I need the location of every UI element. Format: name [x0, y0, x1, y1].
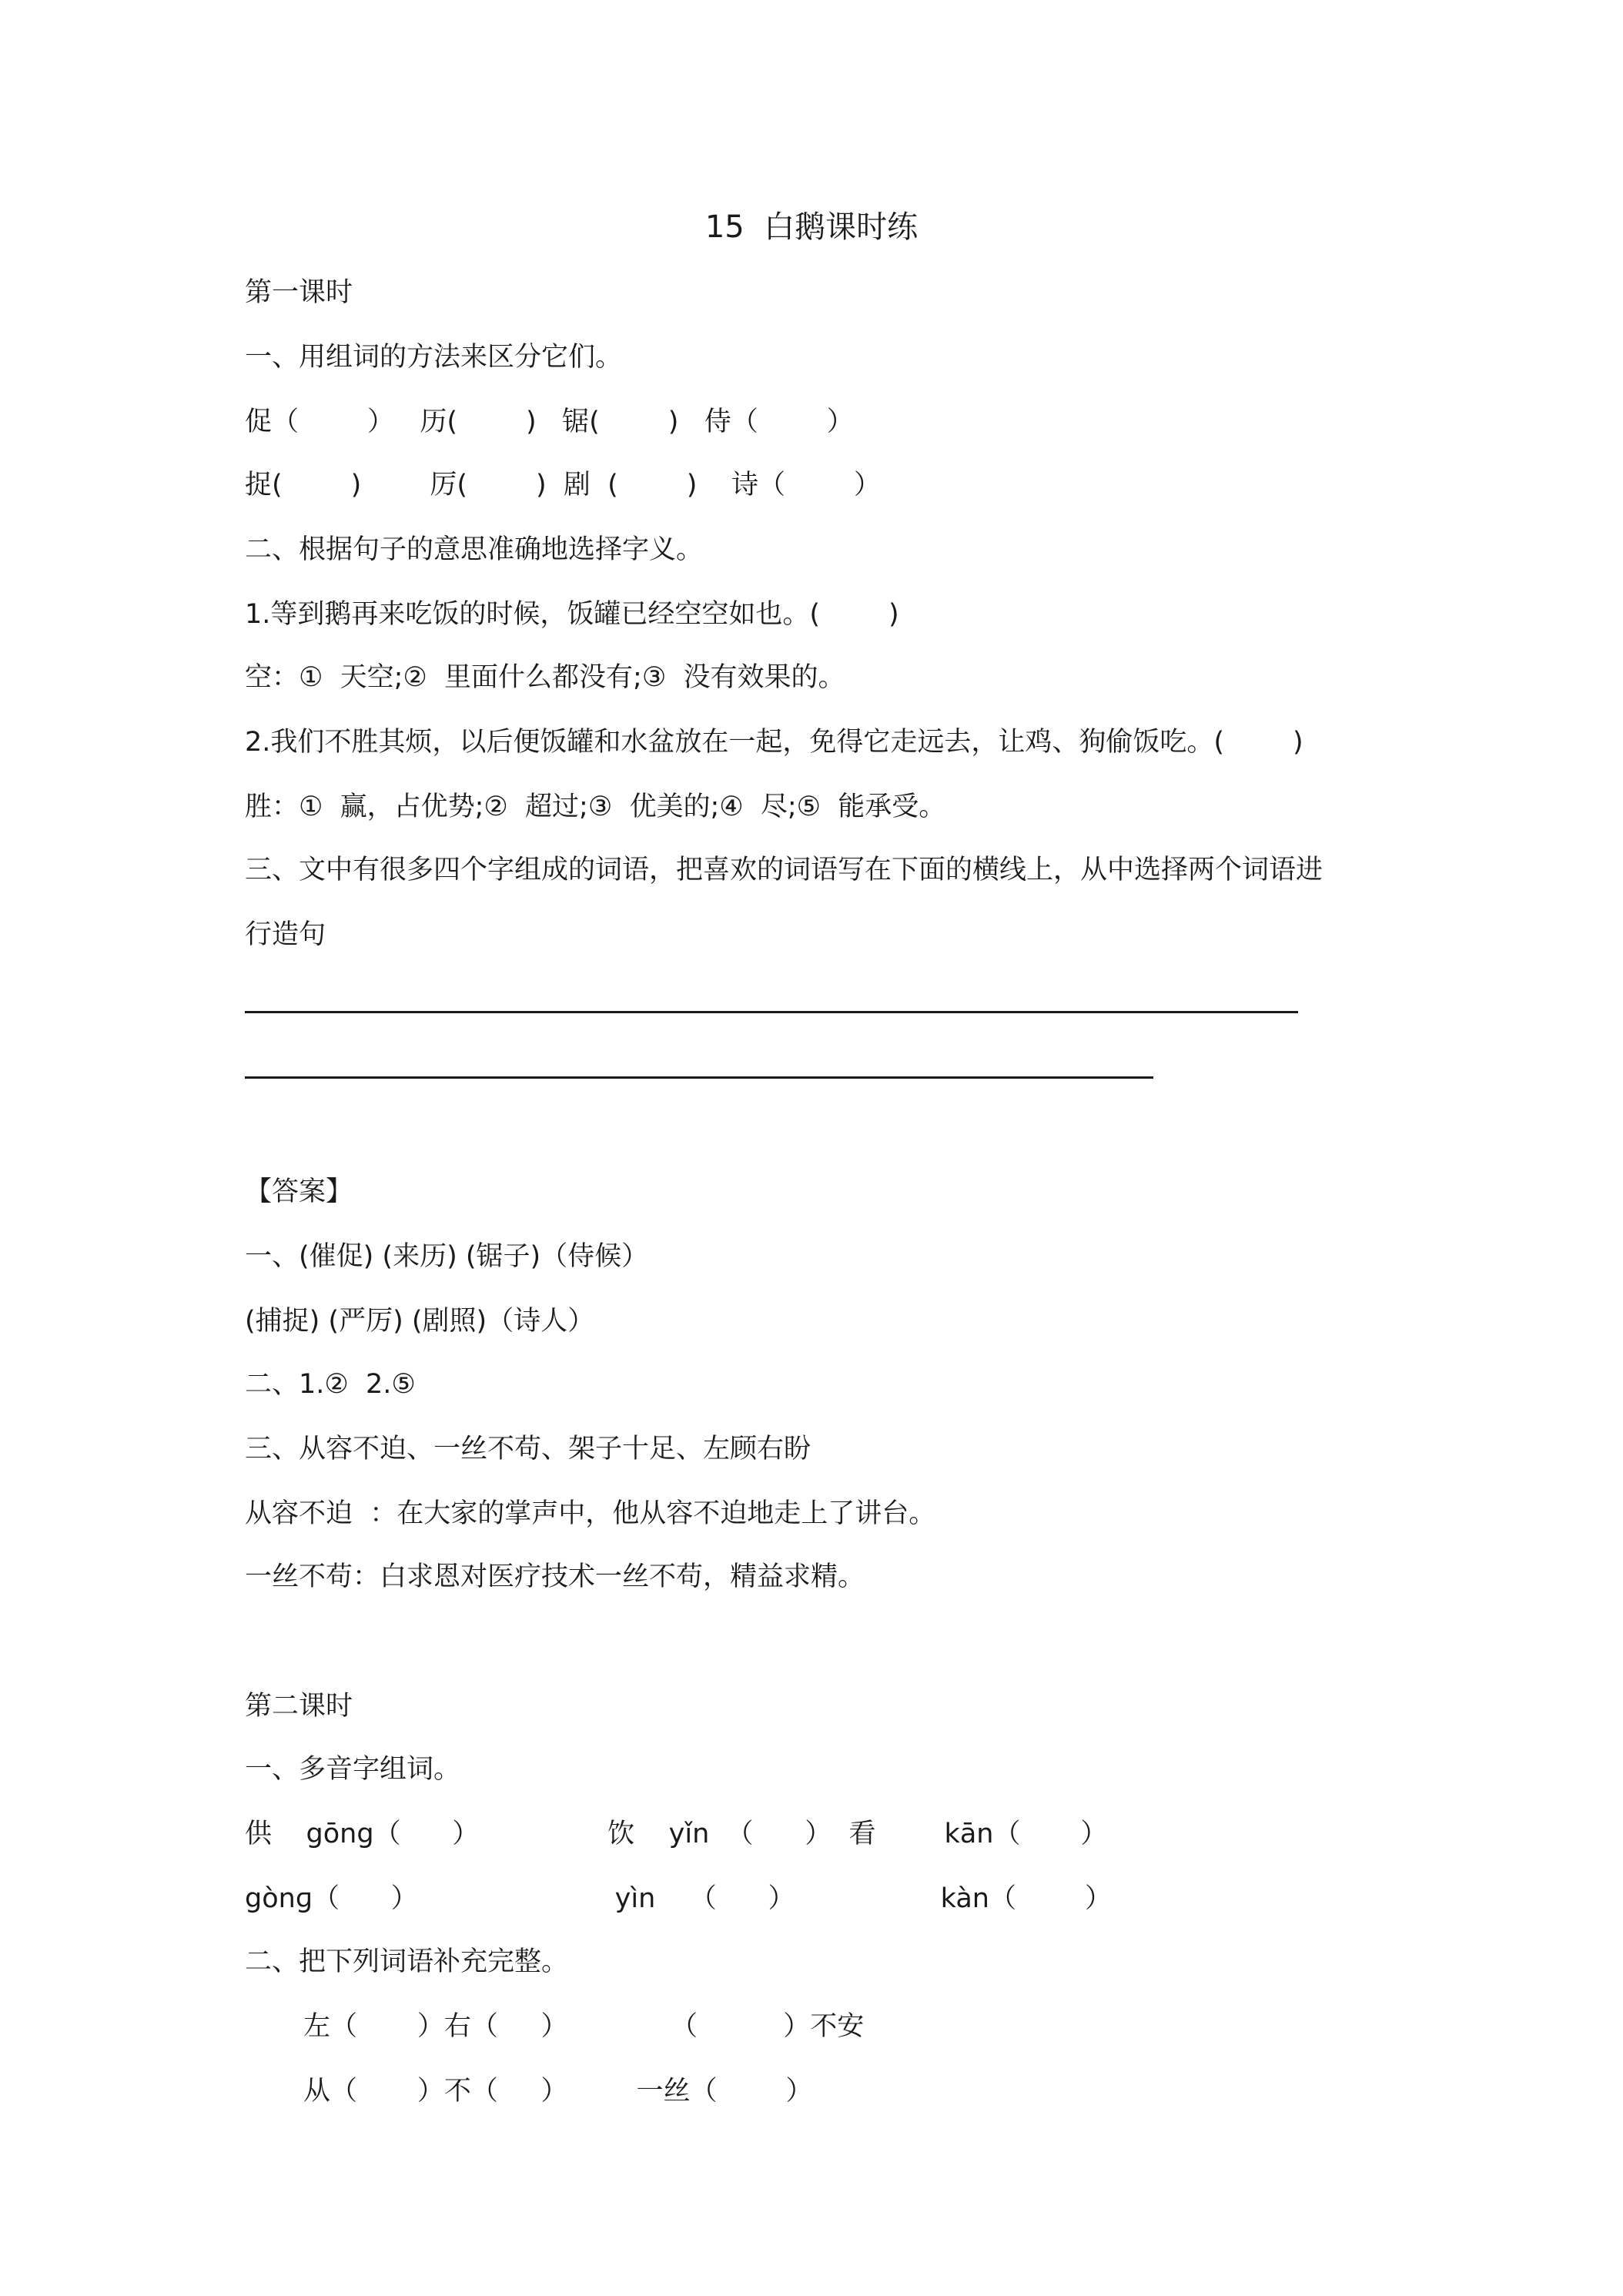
lesson2-q1-prompt: 一、多音字组词。	[245, 1754, 461, 1785]
answer-line-2[interactable]	[245, 1076, 1153, 1079]
lesson1-q3-prompt-line1: 三、文中有很多四个字组成的词语，把喜欢的词语写在下面的横线上，从中选择两个词语进	[245, 855, 1323, 885]
lesson1-q1-row2: 捉( ) 厉( ) 剧 ( ) 诗（ ）	[245, 470, 881, 500]
page-title: 15 白鹅课时练	[704, 209, 919, 245]
lesson1-heading: 第一课时	[245, 277, 353, 308]
lesson1-q2-item1: 1.等到鹅再来吃饭的时候，饭罐已经空空如也。( )	[245, 599, 899, 630]
answer-q1-line2: (捕捉) (严厉) (剧照)（诗人）	[245, 1306, 595, 1337]
lesson1-q3-prompt-line2: 行造句	[245, 919, 326, 950]
lesson2-q1-row2: gònɡ（ ） yìn （ ） kàn（ ）	[245, 1883, 1112, 1914]
lesson1-q1-prompt: 一、用组词的方法来区分它们。	[245, 342, 623, 373]
lesson2-q2-prompt: 二、把下列词语补充完整。	[245, 1946, 569, 1977]
lesson1-q2-prompt: 二、根据句子的意思准确地选择字义。	[245, 534, 704, 565]
lesson1-q2-item2-options: 胜：① 赢，占优势;② 超过;③ 优美的;④ 尽;⑤ 能承受。	[245, 792, 946, 822]
lesson1-q1-row1: 促（ ） 历( ) 锯( ) 侍（ ）	[245, 407, 854, 437]
lesson1-q2-item2: 2.我们不胜其烦，以后便饭罐和水盆放在一起，免得它走远去，让鸡、狗偷饭吃。( )	[245, 727, 1303, 758]
answer-q3-example1: 从容不迫 ：在大家的掌声中，他从容不迫地走上了讲台。	[245, 1498, 936, 1529]
lesson1-q2-item1-options: 空：① 天空;② 里面什么都没有;③ 没有效果的。	[245, 662, 845, 693]
lesson2-heading: 第二课时	[245, 1691, 353, 1722]
lesson2-q2-row1: 左（ ）右（ ） （ ）不安	[303, 2011, 865, 2042]
answer-q3: 三、从容不迫、一丝不苟、架子十足、左顾右盼	[245, 1434, 812, 1464]
answers-heading: 【答案】	[245, 1176, 353, 1207]
answer-q2: 二、1.② 2.⑤	[245, 1369, 416, 1400]
lesson2-q2-row2: 从（ ）不（ ） 一丝（ ）	[303, 2076, 813, 2107]
answer-q1-line1: 一、(催促) (来历) (锯子)（侍候）	[245, 1241, 649, 1272]
answer-line-1[interactable]	[245, 1011, 1298, 1013]
answer-q3-example2: 一丝不苟：白求恩对医疗技术一丝不苟，精益求精。	[245, 1561, 865, 1592]
lesson2-q1-row1: 供 gōng（ ） 饮 yǐn （ ） 看 kān（ ）	[245, 1819, 1108, 1849]
